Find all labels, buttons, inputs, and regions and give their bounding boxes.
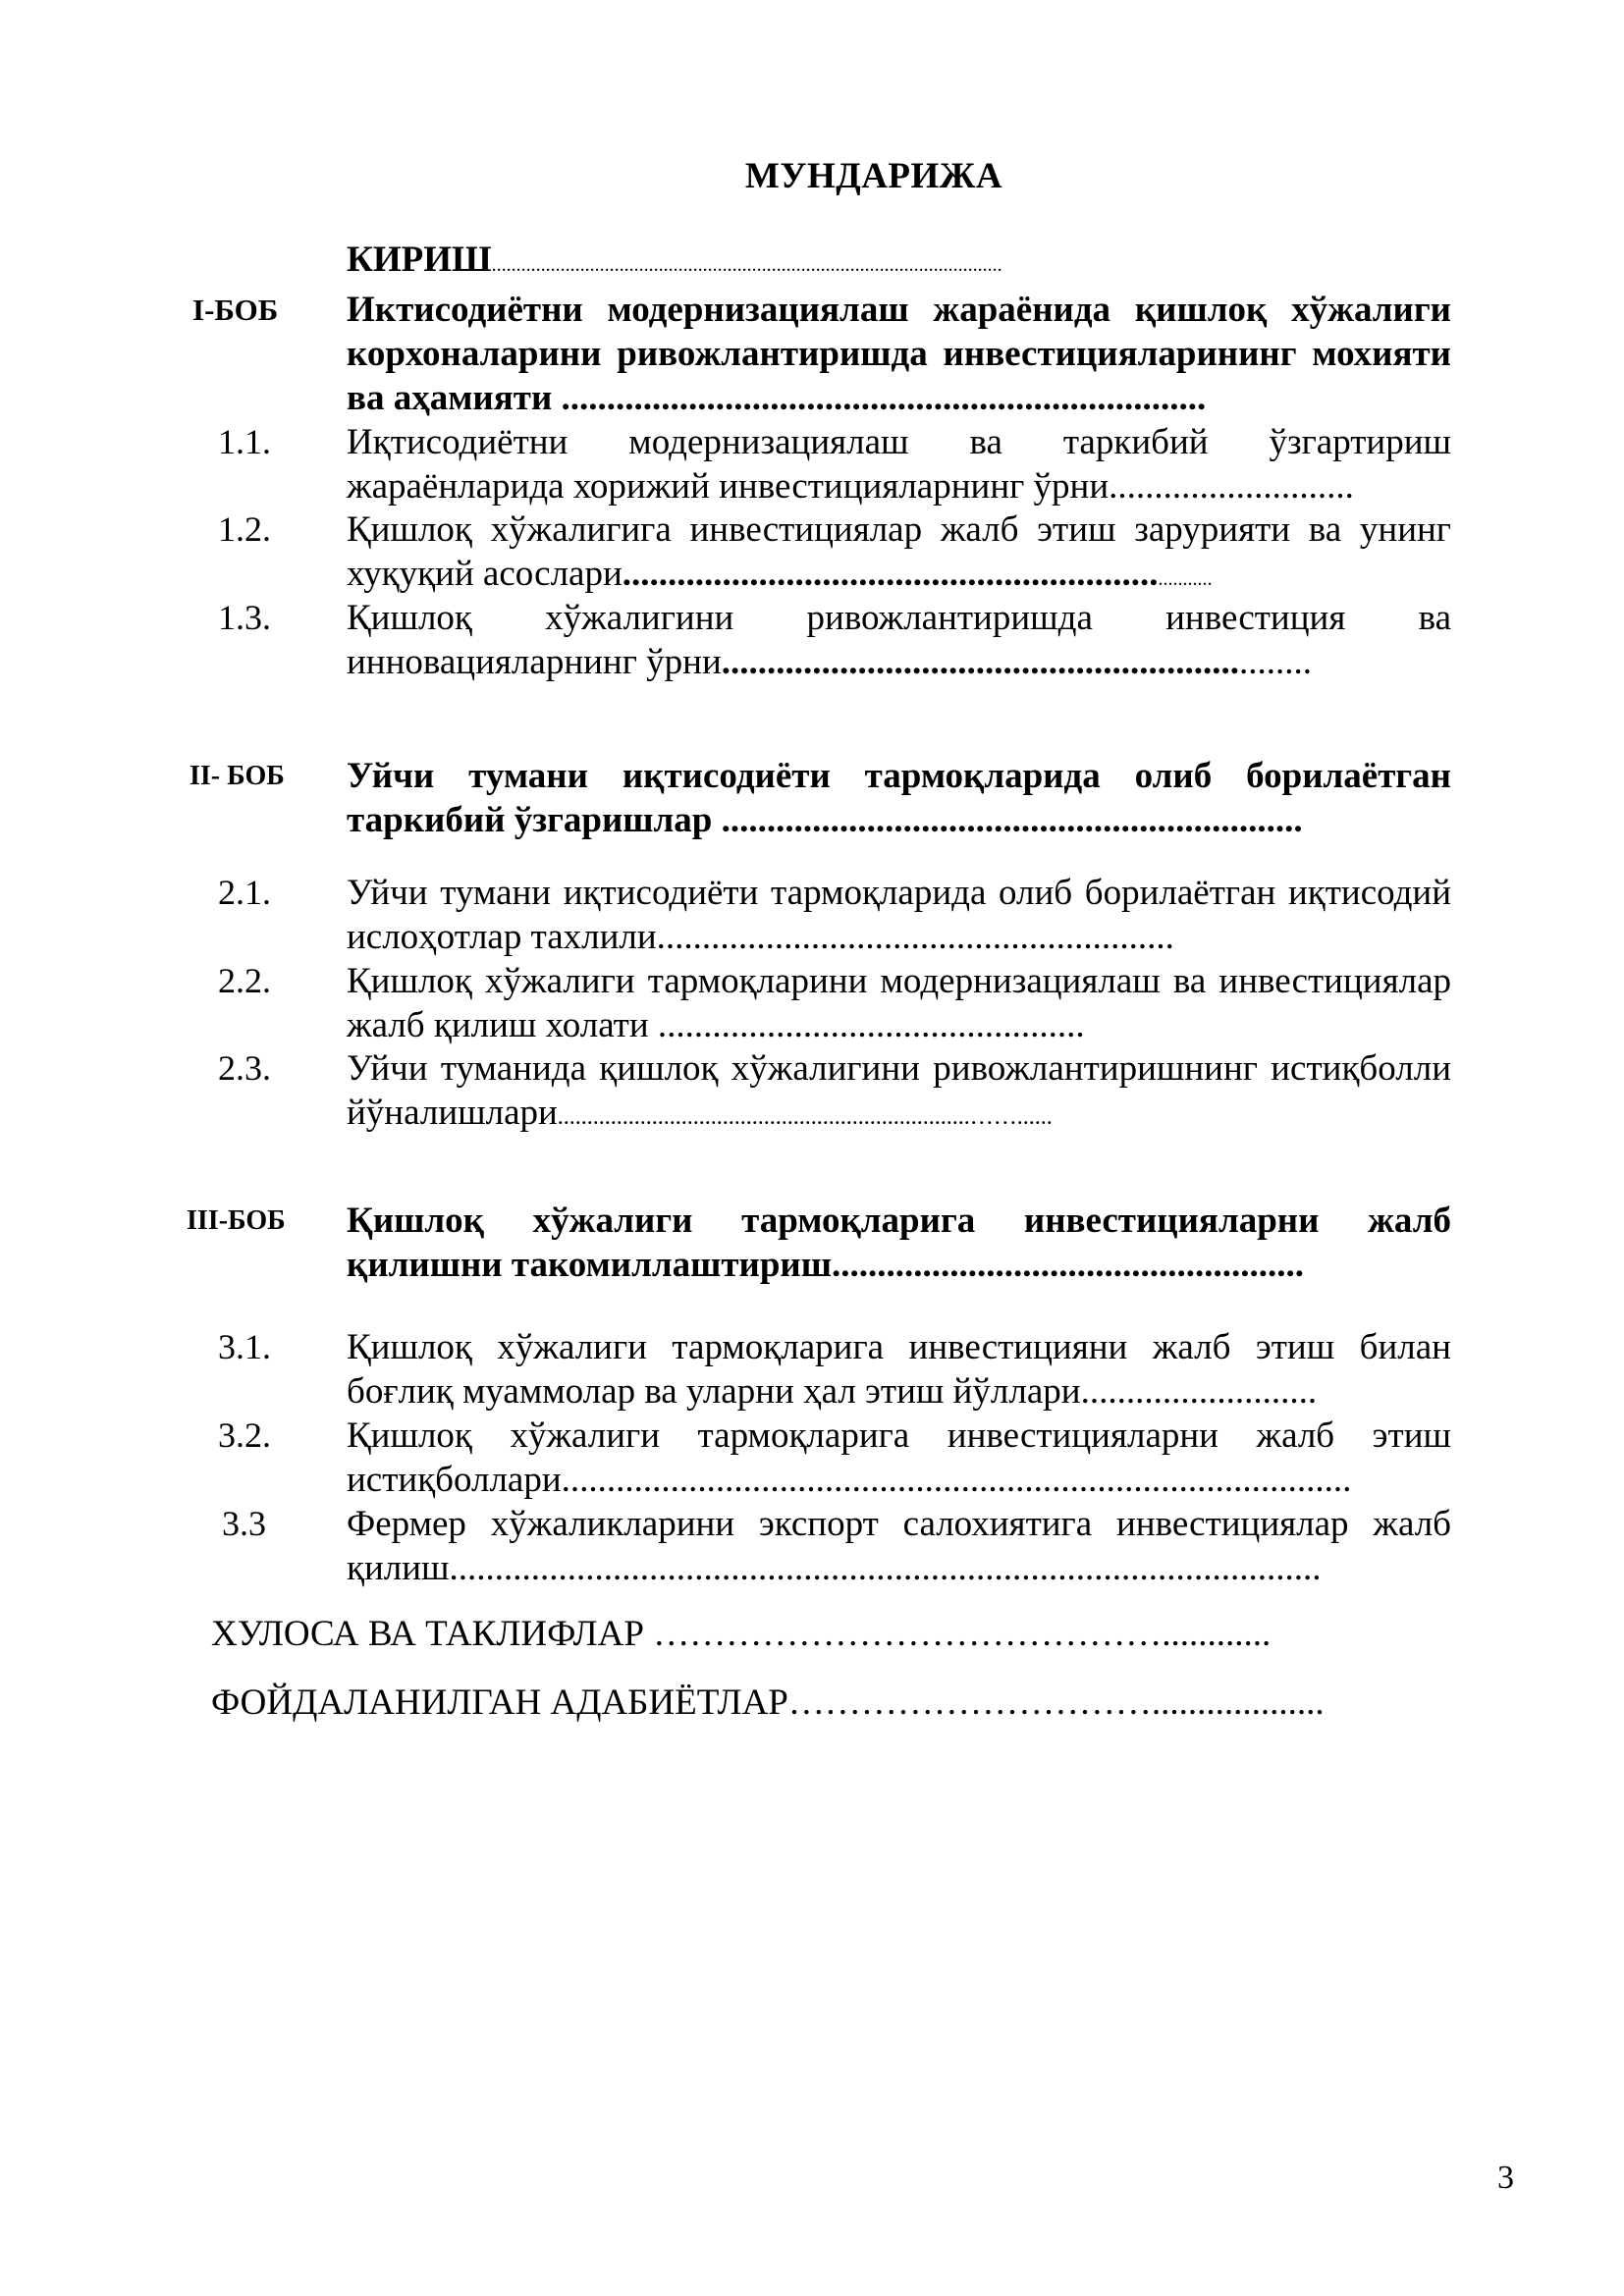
toc-leader-dots: ................................................................................................	[449, 1548, 1322, 1588]
toc-leader-dots: ...............................................	[648, 1005, 1085, 1045]
section-number: 3.1.	[218, 1327, 271, 1366]
section-number: 1.3.	[218, 598, 271, 637]
toc-conclusions	[211, 1612, 1271, 1656]
toc-leader-dots: ....................................................	[832, 1245, 1304, 1285]
section-title: Уйчи тумани иқтисодиёти тармоқларида олиб борилаётган иқтисодий ислоҳотлар тахлили	[347, 873, 1451, 957]
toc-leader-dots: ...........	[1158, 568, 1213, 590]
toc-leader-dots: .......................................................................................	[561, 1460, 1352, 1500]
toc-references-label: ФОЙДАЛАНИЛГАН АДАБИЁТЛАР	[211, 1682, 788, 1723]
chapter-title	[347, 288, 1451, 420]
toc-leader-dots: ...........................................................	[622, 554, 1159, 594]
page-title: МУНДАРИЖА	[744, 156, 1003, 196]
section-title: Иқтисодиётни модернизациялаш ва таркибий ўзгартириш жараёнларида хорижий инвестицияларнинг ўрни	[347, 422, 1451, 507]
toc-leader-dots: …………………………...................	[787, 1682, 1325, 1723]
section-entry	[347, 1325, 1451, 1414]
section-number: 2.1.	[218, 873, 271, 912]
section-entry	[347, 1414, 1451, 1502]
section-entry	[347, 1046, 1451, 1140]
section-title: Уйчи туманида қишлоқ хўжалигини ривожлантиришнинг истиқболли йўналишлари	[347, 1048, 1451, 1133]
chapter-label: II- БОБ	[189, 761, 285, 791]
chapter-title	[347, 754, 1451, 842]
section-number: 2.2.	[218, 961, 271, 1000]
page-number: 3	[1497, 2160, 1514, 2196]
toc-leader-dots: ........................................................................................................	[491, 254, 1002, 276]
chapter-label: I-БОБ	[192, 293, 279, 327]
section-entry	[347, 596, 1451, 684]
toc-intro	[347, 238, 1002, 288]
chapter-title-text: Қишлоқ хўжалиги тармоқларига инвестицияларни жалб қилишни такомиллаштириш	[347, 1201, 1451, 1285]
section-number: 1.1.	[218, 422, 271, 461]
chapter-label: III-БОБ	[187, 1205, 286, 1236]
toc-leader-dots: ........	[1239, 642, 1312, 682]
section-title: Қишлоқ хўжалигига инвестициялар жалб этиш зарурияти ва унинг хуқуқий асослари	[347, 509, 1451, 594]
section-number: 3.2.	[218, 1415, 271, 1455]
toc-leader-dots: ...........................	[1109, 466, 1354, 507]
chapter-title-text: Иктисодиётни модернизациялаш жараёнида қишлоқ хўжалиги корхоналарини ривожлантиришда инвестицияларининг мохияти ва аҳамияти	[347, 290, 1451, 418]
toc-conclusions-label: ХУЛОСА ВА ТАКЛИФЛАР	[211, 1614, 654, 1654]
section-entry	[347, 959, 1451, 1047]
section-entry	[347, 871, 1451, 959]
section-number: 1.2.	[218, 509, 271, 549]
toc-leader-dots: ……………………………………............	[653, 1614, 1272, 1654]
section-entry	[347, 420, 1451, 508]
toc-leader-dots: ..........................	[1080, 1371, 1318, 1412]
section-number: 3.3	[222, 1504, 266, 1543]
section-title: Қишлоқ хўжалигини ривожлантиришда инвестиция ва инновацияларнинг ўрни	[347, 598, 1451, 682]
toc-leader-dots: .........................................................	[721, 642, 1239, 682]
section-entry	[347, 507, 1451, 602]
section-number: 2.3.	[218, 1048, 271, 1088]
toc-intro-label: КИРИШ	[347, 240, 492, 280]
section-entry	[347, 1502, 1451, 1590]
toc-leader-dots: ......................................................................……......	[557, 1104, 1053, 1130]
toc-references	[211, 1681, 1325, 1725]
section-title: Қишлоқ хўжалиги тармоқларига инвестицияларни жалб этиш истиқболлари	[347, 1415, 1451, 1500]
chapter-title	[347, 1199, 1451, 1287]
section-title: Қишлоқ хўжалиги тармоқларини модернизациялаш ва инвестициялар жалб қилиш холати	[347, 961, 1451, 1045]
toc-leader-dots: .........................................................	[656, 917, 1174, 957]
chapter-title-text: Уйчи тумани иқтисодиёти тармоқларида олиб борилаётган таркибий ўзгаришлар	[347, 756, 1451, 840]
section-title: Қишлоқ хўжалиги тармоқларига инвестицияни жалб этиш билан боғлиқ муаммолар ва уларни ҳал этиш йўллари	[347, 1327, 1451, 1412]
toc-leader-dots: ................................................................	[712, 800, 1303, 840]
toc-leader-dots: .......................................................................	[552, 378, 1207, 418]
section-title: Фермер хўжаликларини экспорт салохиятига инвестициялар жалб қилиш	[347, 1504, 1451, 1588]
